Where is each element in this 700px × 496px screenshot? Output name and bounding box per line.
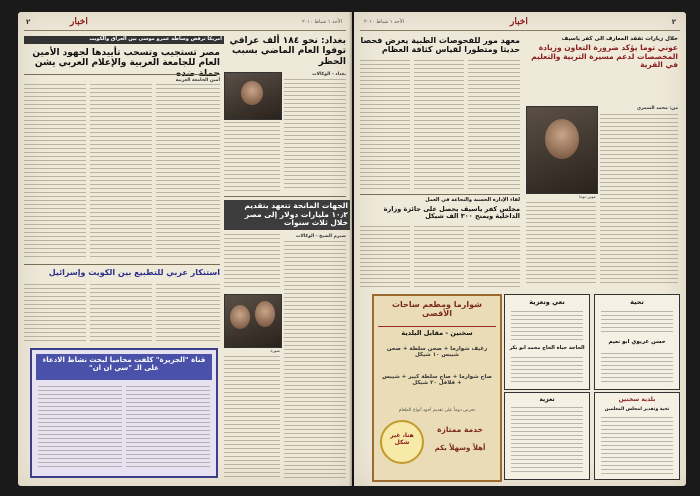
photo-soldier — [224, 72, 282, 120]
left-page-number: ٢ — [26, 18, 31, 26]
greeting-notice-name: حسن عريوي ابو نعيم — [608, 339, 666, 345]
condolence-notice-name: الحاجة حياة الحاج محمد ابو بكر — [509, 345, 585, 351]
shawarma-ad-note: نحرص دوماً على تقديم أجود أنواع الطعام — [398, 408, 476, 413]
section-label: بغداد - الوكالات — [312, 72, 346, 77]
article-column — [224, 356, 280, 479]
photo-subject — [241, 81, 263, 105]
condolence-notice — [504, 294, 590, 390]
shawarma-ad-offer-1: رغيف شوارما + صحن سلطة + صحن شيبس ١٠ شيكل — [386, 346, 488, 359]
article-column — [360, 226, 410, 288]
article-column — [468, 226, 520, 288]
shawarma-ad-welcome: أهلاً وسهلاً بكم — [434, 444, 486, 452]
article-column — [224, 122, 280, 192]
photo-officials — [224, 294, 282, 348]
notice-text — [601, 353, 673, 385]
right-page-number: ٢ — [671, 18, 676, 26]
article-column — [414, 60, 464, 190]
article-column — [284, 241, 346, 479]
jazeera-box-title: قناة "الجزيرة" كلفت محاميا لبحث نشاط الادعاء على الـ "سي ان ان" — [42, 356, 206, 373]
divider — [378, 326, 496, 327]
council-headline: مجلس كفر ياسيف يحصل على جائزة وزارة الداخلية ويمنح ٣٠٠ الف شيكل — [383, 205, 520, 221]
article-column — [600, 114, 678, 284]
municipality-notice — [594, 392, 680, 480]
section-label: أمين الجامعة العربية — [175, 78, 220, 83]
section-label: شيرم الشيخ - الوكالات — [295, 234, 346, 239]
divider — [360, 194, 520, 195]
condolence-notice-2-title: تعزية — [539, 396, 555, 403]
article-column — [156, 84, 220, 260]
article-column — [126, 386, 210, 470]
left-page-logo: اخبار — [70, 17, 88, 27]
normalization-headline: استنكار عربي للتطبيع بين الكويت وإسرائيل — [48, 268, 220, 277]
article-column — [156, 284, 220, 344]
article-column — [90, 84, 152, 260]
left-page-header — [24, 16, 346, 31]
article-column — [24, 284, 86, 344]
shawarma-ad-badge — [380, 420, 424, 464]
left-kicker-top: امريكا ترفض وساطة عمرو موسى بين العراق والكويت — [24, 36, 224, 44]
shawarma-ad-service: خدمة ممتازة — [437, 425, 483, 434]
divider — [24, 74, 220, 75]
article-column — [526, 202, 596, 284]
notice-text — [511, 407, 583, 475]
labs-headline: معهد مور للفحوصات الطبية يعرض فحصا حديثا ومتطورا لقياس كثافة العظام — [360, 36, 520, 55]
shawarma-ad-offer-2: صاج شوارما + صاج سلطة كبير + شيبس + فلافل ٢٠ شيكل — [382, 374, 492, 387]
article-column — [360, 60, 410, 190]
article-column — [284, 79, 346, 191]
shawarma-ad-badge-text: هنا، غير شكل — [390, 432, 414, 446]
shawarma-ad — [372, 294, 502, 482]
municipality-notice-text: تحية وتقدير لمجلس المعلمين — [604, 407, 670, 412]
photo-subject — [230, 305, 250, 329]
municipality-notice-title: بلدية سخنين — [618, 396, 656, 403]
photo-subject — [545, 119, 579, 159]
article-column — [90, 284, 152, 344]
shawarma-ad-title: شوارما ومطعم ساحات الأقصى — [392, 300, 482, 319]
lead-headline: عوني توما يؤكد ضرورة التعاون وزيادة المخصصات لدعم مسيرة التربية والتعليم في القرية — [531, 43, 678, 70]
right-page-date: الأحد ١ شباط ٢٠١٠ — [364, 19, 405, 25]
divider — [24, 264, 220, 265]
lead-byline: من: محمد الشمري — [636, 106, 678, 111]
right-page — [354, 12, 686, 486]
jazeera-box — [30, 348, 218, 478]
greeting-notice-title: تحية — [630, 298, 644, 306]
article-column — [468, 60, 520, 190]
condolence-notice-2 — [504, 392, 590, 480]
right-page-logo: اخبار — [510, 17, 528, 27]
left-page — [18, 12, 352, 486]
notice-text — [601, 417, 673, 475]
article-column — [38, 386, 122, 470]
newspaper-spread — [18, 12, 686, 490]
notice-text — [511, 357, 583, 385]
divider — [224, 196, 346, 197]
photo-caption: عوني توما — [579, 194, 596, 199]
article-column — [414, 226, 464, 288]
council-kicker: لقاء الإدارة الحسنة والنجاعة في العمل — [425, 197, 520, 203]
baghdad-headline: بغداد: نحو ١٨٤ ألف عراقي توفوا العام الماضي بسبب الحظر — [229, 36, 346, 67]
left-page-date: الأحد ١ شباط ٢٠١٠ — [301, 19, 342, 25]
greeting-notice — [594, 294, 680, 390]
article-column — [224, 234, 280, 290]
photo-caption: صورة — [270, 348, 280, 353]
article-column — [24, 84, 86, 260]
notice-text — [511, 311, 583, 341]
photo-awni-touma — [526, 106, 598, 194]
lead-kicker: خلال زيارات تفقد المعارف الى كفر ياسيف — [561, 36, 678, 42]
notice-text — [601, 311, 673, 335]
ten-billion-headline: الجهات المانحة تتعهد بتقديم ١٠٫٢ مليارات دولار إلى مصر خلال ثلاث سنوات — [224, 200, 350, 230]
condolence-notice-title: نعي وتعزية — [529, 298, 565, 306]
right-page-header — [360, 16, 680, 31]
shawarma-ad-subtitle: سخنين - مقابل البلدية — [401, 329, 473, 337]
left-main-headline: مصر تستجيب وتسحب تأييدها لجهود الأمين العام للجامعة العربية والإعلام العربي يشن — [32, 48, 220, 69]
photo-subject — [255, 301, 275, 327]
